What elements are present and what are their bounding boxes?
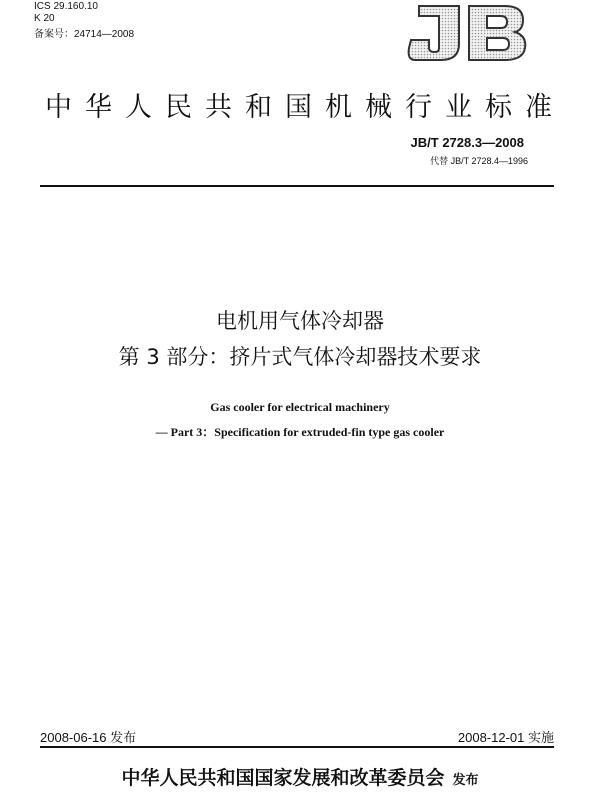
- standard-organization: 中华人民共和国机械行业标准: [45, 92, 565, 123]
- jb-logo: [405, 2, 530, 64]
- title-english-main: Gas cooler for electrical machinery: [210, 400, 390, 414]
- title-english-part: — Part 3：Specification for extruded-fin type gas cooler: [155, 425, 445, 439]
- title-chinese-main: 电机用气体冷却器: [216, 309, 384, 333]
- issuer-name: 中华人民共和国国家发展和改革委员会: [121, 767, 445, 789]
- publish-date: 2008-06-16 发布: [40, 730, 137, 745]
- issuer-line: [0, 763, 600, 790]
- standard-number: JB/T 2728.3—2008: [410, 135, 524, 150]
- title-chinese-part: 第 3 部分：挤片式气体冷却器技术要求: [118, 345, 482, 369]
- filing-number: 备案号：24714—2008: [34, 29, 135, 40]
- implement-date: 2008-12-01 实施: [457, 730, 554, 745]
- issuer-suffix: 发布: [452, 773, 479, 788]
- bottom-rule: [40, 746, 554, 748]
- classification-code: K 20: [34, 13, 55, 24]
- top-rule: [40, 185, 554, 187]
- ics-code: ICS 29.160.10: [34, 1, 98, 12]
- replaces-standard: 代替 JB/T 2728.4—1996: [430, 156, 528, 166]
